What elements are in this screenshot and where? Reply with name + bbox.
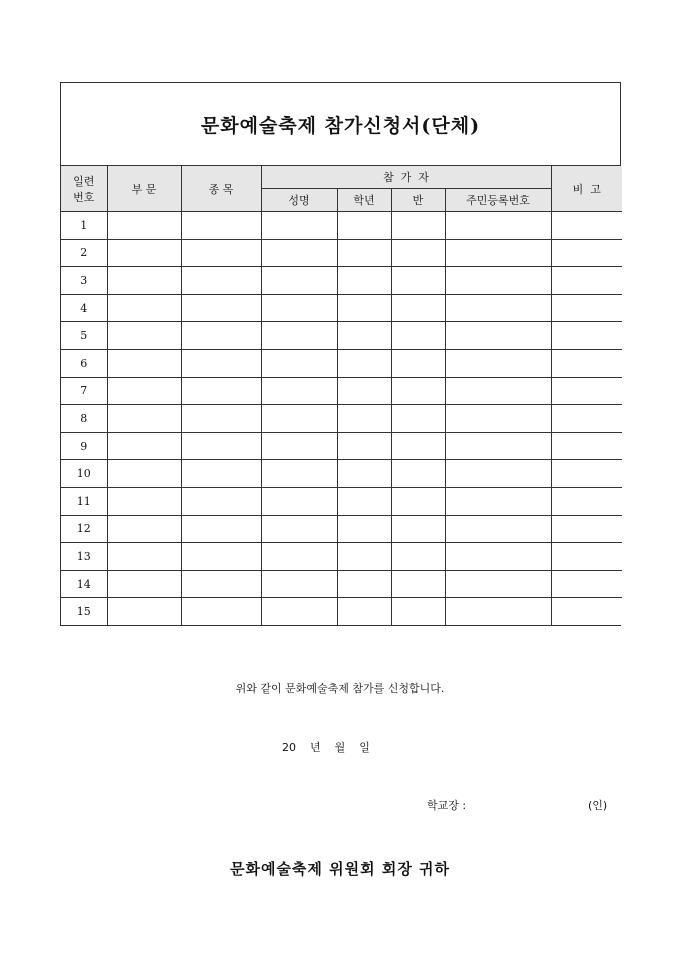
class-cell[interactable] (391, 515, 445, 543)
date-line: 20 년 월 일 (282, 741, 370, 754)
row-number: 5 (61, 322, 107, 350)
remarks-cell[interactable] (551, 267, 622, 295)
remarks-cell[interactable] (551, 570, 622, 598)
name-cell[interactable] (261, 543, 337, 571)
department-cell[interactable] (107, 377, 181, 405)
header-grade: 학년 (337, 189, 391, 212)
row-number: 3 (61, 267, 107, 295)
row-number: 4 (61, 294, 107, 322)
remarks-cell[interactable] (551, 598, 622, 625)
name-cell[interactable] (261, 349, 337, 377)
category-cell[interactable] (181, 543, 261, 571)
grade-cell[interactable] (337, 405, 391, 433)
header-category: 종 목 (181, 166, 261, 212)
grade-cell[interactable] (337, 267, 391, 295)
row-number: 11 (61, 487, 107, 515)
table-row (61, 543, 622, 571)
category-cell[interactable] (181, 598, 261, 625)
table-row (61, 432, 622, 460)
department-cell[interactable] (107, 322, 181, 350)
department-cell[interactable] (107, 570, 181, 598)
form-title: 문화예술축제 참가신청서(단체) (200, 114, 481, 137)
resident-id-cell[interactable] (445, 570, 551, 598)
resident-id-cell[interactable] (445, 405, 551, 433)
row-number: 15 (61, 598, 107, 625)
category-cell[interactable] (181, 239, 261, 267)
resident-id-cell[interactable] (445, 377, 551, 405)
name-cell[interactable] (261, 432, 337, 460)
department-cell[interactable] (107, 515, 181, 543)
table-row (61, 515, 622, 543)
name-cell[interactable] (261, 377, 337, 405)
remarks-cell[interactable] (551, 515, 622, 543)
resident-id-cell[interactable] (445, 515, 551, 543)
header-serial (61, 166, 107, 212)
department-cell[interactable] (107, 212, 181, 240)
class-cell[interactable] (391, 543, 445, 571)
remarks-cell[interactable] (551, 294, 622, 322)
remarks-cell[interactable] (551, 543, 622, 571)
statement-text: 위와 같이 문화예술축제 참가를 신청합니다. (235, 682, 445, 695)
resident-id-cell[interactable] (445, 349, 551, 377)
header-serial-line1: 일련 (73, 174, 95, 188)
department-cell[interactable] (107, 598, 181, 625)
category-cell[interactable] (181, 487, 261, 515)
row-number: 10 (61, 460, 107, 488)
table-row (61, 267, 622, 295)
class-cell[interactable] (391, 267, 445, 295)
class-cell[interactable] (391, 294, 445, 322)
name-cell[interactable] (261, 487, 337, 515)
grade-cell[interactable] (337, 349, 391, 377)
class-cell[interactable] (391, 570, 445, 598)
row-number: 13 (61, 543, 107, 571)
category-cell[interactable] (181, 267, 261, 295)
name-cell[interactable] (261, 267, 337, 295)
table-row (61, 598, 622, 625)
title-box (61, 83, 620, 166)
department-cell[interactable] (107, 349, 181, 377)
participant-table (61, 166, 622, 625)
resident-id-cell[interactable] (445, 598, 551, 625)
seal-mark: (인) (588, 799, 608, 812)
resident-id-cell[interactable] (445, 212, 551, 240)
class-cell[interactable] (391, 405, 445, 433)
resident-id-cell[interactable] (445, 322, 551, 350)
header-class: 반 (391, 189, 445, 212)
principal-label: 학교장 : (427, 799, 467, 812)
remarks-cell[interactable] (551, 212, 622, 240)
grade-cell[interactable] (337, 460, 391, 488)
name-cell[interactable] (261, 405, 337, 433)
name-cell[interactable] (261, 239, 337, 267)
name-cell[interactable] (261, 294, 337, 322)
remarks-cell[interactable] (551, 460, 622, 488)
row-number: 2 (61, 239, 107, 267)
table-row (61, 405, 622, 433)
department-cell[interactable] (107, 267, 181, 295)
row-number: 7 (61, 377, 107, 405)
table-row (61, 212, 622, 240)
category-cell[interactable] (181, 432, 261, 460)
name-cell[interactable] (261, 212, 337, 240)
table-row (61, 460, 622, 488)
class-cell[interactable] (391, 212, 445, 240)
addressee-footer: 문화예술축제 위원회 회장 귀하 (229, 860, 451, 878)
resident-id-cell[interactable] (445, 267, 551, 295)
header-participants: 참 가 자 (261, 166, 551, 189)
grade-cell[interactable] (337, 598, 391, 625)
header-name: 성명 (261, 189, 337, 212)
header-department: 부 문 (107, 166, 181, 212)
name-cell[interactable] (261, 570, 337, 598)
category-cell[interactable] (181, 460, 261, 488)
grade-cell[interactable] (337, 377, 391, 405)
class-cell[interactable] (391, 460, 445, 488)
table-row (61, 294, 622, 322)
table-row (61, 239, 622, 267)
header-remarks: 비 고 (551, 166, 622, 212)
class-cell[interactable] (391, 598, 445, 625)
category-cell[interactable] (181, 377, 261, 405)
row-number: 14 (61, 570, 107, 598)
remarks-cell[interactable] (551, 432, 622, 460)
category-cell[interactable] (181, 322, 261, 350)
grade-cell[interactable] (337, 322, 391, 350)
department-cell[interactable] (107, 239, 181, 267)
class-cell[interactable] (391, 377, 445, 405)
grade-cell[interactable] (337, 294, 391, 322)
remarks-cell[interactable] (551, 377, 622, 405)
header-resident-id: 주민등록번호 (445, 189, 551, 212)
name-cell[interactable] (261, 460, 337, 488)
resident-id-cell[interactable] (445, 487, 551, 515)
category-cell[interactable] (181, 349, 261, 377)
row-number: 1 (61, 212, 107, 240)
category-cell[interactable] (181, 294, 261, 322)
table-row (61, 377, 622, 405)
table-row (61, 349, 622, 377)
department-cell[interactable] (107, 294, 181, 322)
name-cell[interactable] (261, 515, 337, 543)
row-number: 12 (61, 515, 107, 543)
resident-id-cell[interactable] (445, 543, 551, 571)
category-cell[interactable] (181, 405, 261, 433)
table-row (61, 570, 622, 598)
row-number: 8 (61, 405, 107, 433)
grade-cell[interactable] (337, 212, 391, 240)
department-cell[interactable] (107, 487, 181, 515)
grade-cell[interactable] (337, 570, 391, 598)
grade-cell[interactable] (337, 432, 391, 460)
class-cell[interactable] (391, 487, 445, 515)
category-cell[interactable] (181, 570, 261, 598)
resident-id-cell[interactable] (445, 432, 551, 460)
remarks-cell[interactable] (551, 349, 622, 377)
department-cell[interactable] (107, 460, 181, 488)
header-serial-line2: 번호 (73, 190, 95, 204)
remarks-cell[interactable] (551, 405, 622, 433)
grade-cell[interactable] (337, 543, 391, 571)
class-cell[interactable] (391, 239, 445, 267)
resident-id-cell[interactable] (445, 294, 551, 322)
table-row (61, 322, 622, 350)
class-cell[interactable] (391, 322, 445, 350)
category-cell[interactable] (181, 515, 261, 543)
name-cell[interactable] (261, 322, 337, 350)
name-cell[interactable] (261, 598, 337, 625)
remarks-cell[interactable] (551, 322, 622, 350)
category-cell[interactable] (181, 212, 261, 240)
application-form (60, 82, 621, 626)
resident-id-cell[interactable] (445, 460, 551, 488)
row-number: 9 (61, 432, 107, 460)
remarks-cell[interactable] (551, 239, 622, 267)
class-cell[interactable] (391, 349, 445, 377)
department-cell[interactable] (107, 543, 181, 571)
grade-cell[interactable] (337, 487, 391, 515)
department-cell[interactable] (107, 432, 181, 460)
remarks-cell[interactable] (551, 487, 622, 515)
class-cell[interactable] (391, 432, 445, 460)
department-cell[interactable] (107, 405, 181, 433)
resident-id-cell[interactable] (445, 239, 551, 267)
row-number: 6 (61, 349, 107, 377)
grade-cell[interactable] (337, 515, 391, 543)
grade-cell[interactable] (337, 239, 391, 267)
table-row (61, 487, 622, 515)
